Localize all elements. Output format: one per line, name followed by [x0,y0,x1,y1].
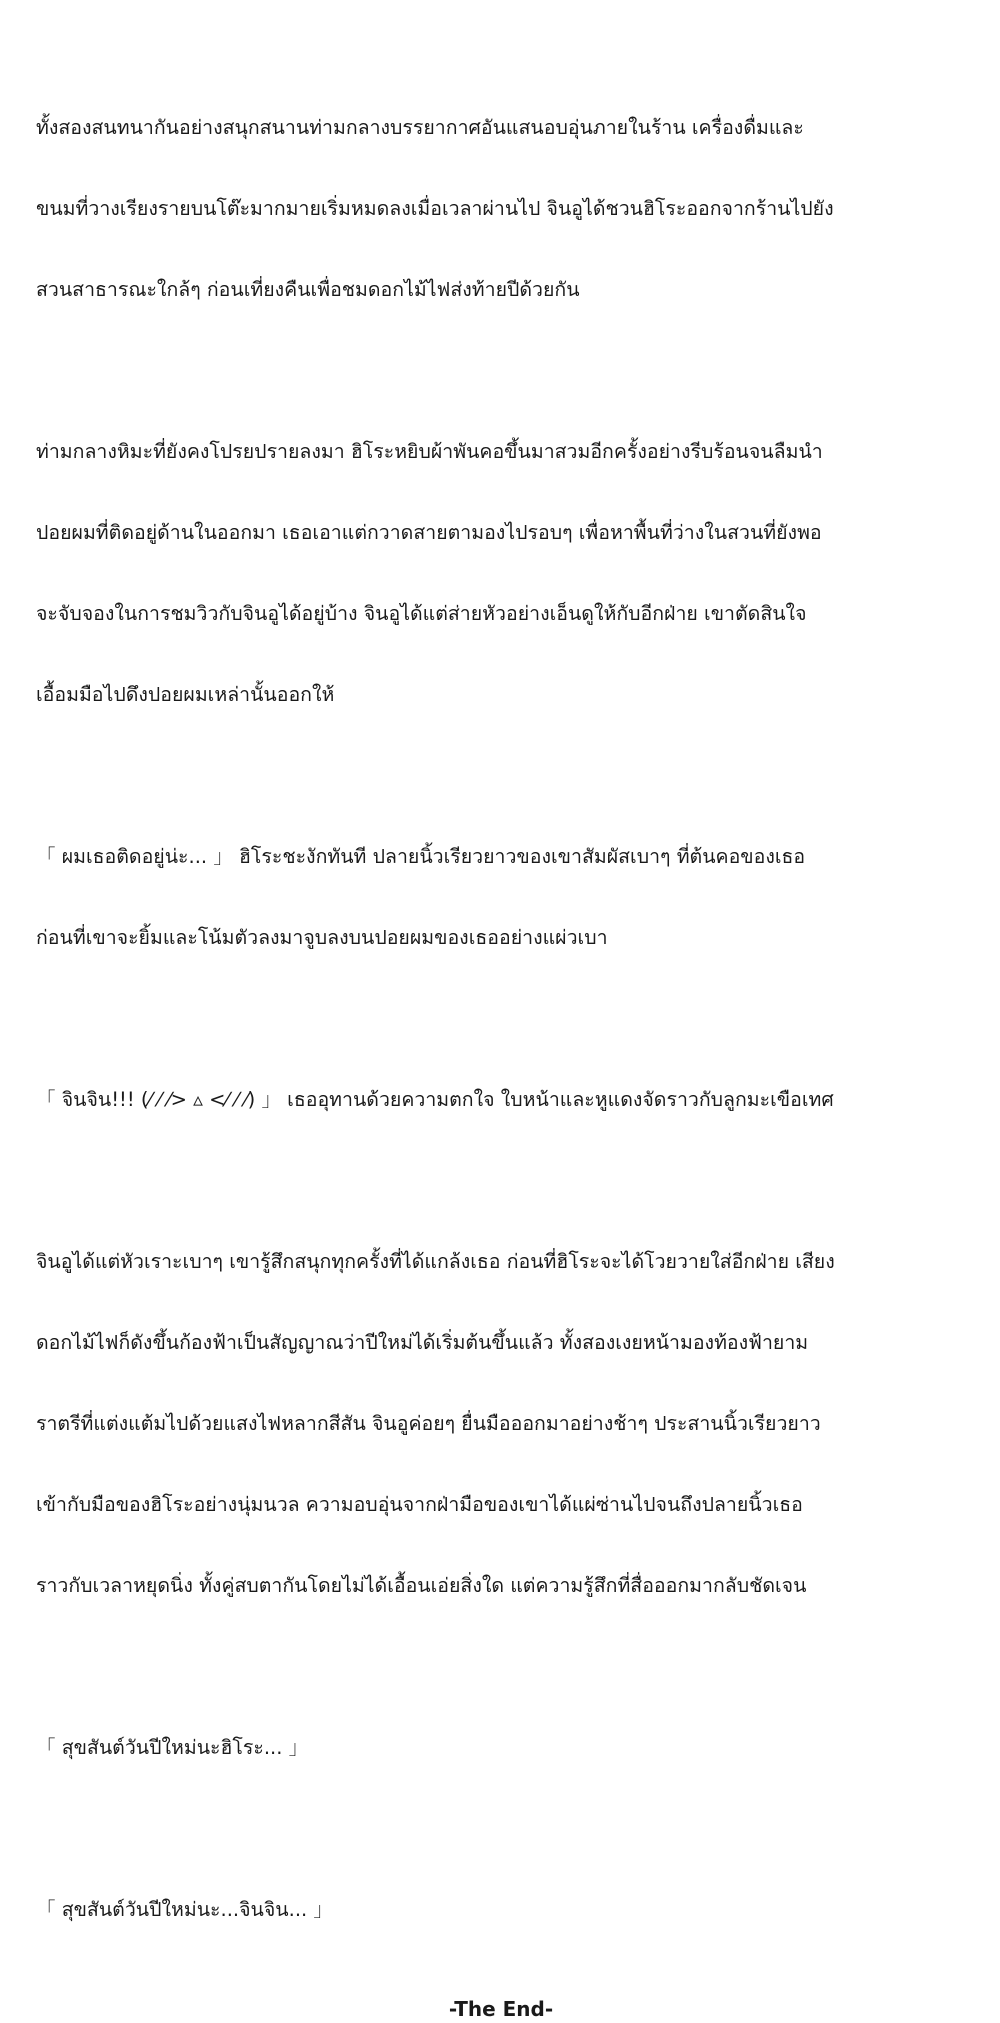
paragraph-line: 「 สุขสันต์วันปีใหม่นะฮิโระ... 」 [36,1736,309,1759]
paragraph-line: ปอยผมที่ติดอยู่ด้านในออกมา เธอเอาแต่กวาดสายตามองไปรอบๆ เพื่อหาพื้นที่ว่างในสวนที่ยังพอ [36,521,822,544]
paragraph-line: เอื้อมมือไปดึงปอยผมเหล่านั้นออกให้ [36,683,335,706]
paragraph-1 [36,60,966,357]
paragraph-5 [36,1194,966,1653]
paragraph-line: สวนสาธารณะใกล้ๆ ก่อนเที่ยงคืนเพื่อชมดอกไม้ไฟส่งท้ายปีด้วยกัน [36,278,580,301]
paragraph-line: 「 สุขสันต์วันปีใหม่นะ...จินจิน... 」 [36,1898,333,1921]
paragraph-line: ดอกไม้ไฟก็ดังขึ้นก้องฟ้าเป็นสัญญาณว่าปีใหม่ได้เริ่มต้นขึ้นแล้ว ทั้งสองเงยหน้ามองท้องฟ้ายาม [36,1331,809,1354]
dialogue-paragraph-4 [36,1842,966,1977]
paragraph-line: เข้ากับมือของฮิโระอย่างนุ่มนวล ความอบอุ่นจากฝ่ามือของเขาได้แผ่ซ่านไปจนถึงปลายนิ้วเธอ [36,1493,803,1516]
the-end-heading: -The End- [448,1997,554,2021]
paragraph-line: จะจับจองในการชมวิวกับจินอูได้อยู่บ้าง จินอูได้แต่ส่ายหัวอย่างเอ็นดูให้กับอีกฝ่าย เขาตัดสินใจ [36,602,807,625]
paragraph-2 [36,384,966,762]
dialogue-paragraph-2 [36,1032,966,1167]
story-page [36,60,966,2023]
paragraph-line: 「 จินจิน!!! (⁄ ⁄ ⁄> ▵ <⁄ ⁄ ⁄) 」 เธออุทานด้วยความตกใจ ใบหน้าและหูแดงจัดราวกับลูกมะเขือเทศ [36,1088,834,1111]
paragraph-line: 「 ผมเธอติดอยู่น่ะ... 」 ฮิโระชะงักทันที ปลายนิ้วเรียวยาวของเขาสัมผัสเบาๆ ที่ต้นคอของเธอ [36,845,806,868]
paragraph-line: ขนมที่วางเรียงรายบนโต๊ะมากมายเริ่มหมดลงเมื่อเวลาผ่านไป จินอูได้ชวนฮิโระออกจากร้านไปยัง [36,197,834,220]
dialogue-paragraph-1 [36,789,966,1005]
paragraph-line: ทั้งสองสนทนากันอย่างสนุกสนานท่ามกลางบรรยากาศอันแสนอบอุ่นภายในร้าน เครื่องดื่มและ [36,116,804,139]
paragraph-line: ท่ามกลางหิมะที่ยังคงโปรยปรายลงมา ฮิโระหยิบผ้าพันคอขึ้นมาสวมอีกครั้งอย่างรีบร้อนจนลืมนำ [36,440,823,463]
paragraph-line: ราตรีที่แต่งแต้มไปด้วยแสงไฟหลากสีสัน จินอูค่อยๆ ยื่นมือออกมาอย่างช้าๆ ประสานนิ้วเรียวยาว [36,1412,821,1435]
dialogue-paragraph-3 [36,1680,966,1815]
paragraph-line: ราวกับเวลาหยุดนิ่ง ทั้งคู่สบตากันโดยไม่ได้เอื้อนเอ่ยสิ่งใด แต่ความรู้สึกที่สื่อออกมากลับชัดเจน [36,1574,807,1597]
paragraph-line: จินอูได้แต่หัวเราะเบาๆ เขารู้สึกสนุกทุกครั้งที่ได้แกล้งเธอ ก่อนที่ฮิโระจะได้โวยวายใส่อีกฝ่าย เสียง [36,1250,835,1273]
paragraph-line: ก่อนที่เขาจะยิ้มและโน้มตัวลงมาจูบลงบนปอยผมของเธออย่างแผ่วเบา [36,926,608,949]
